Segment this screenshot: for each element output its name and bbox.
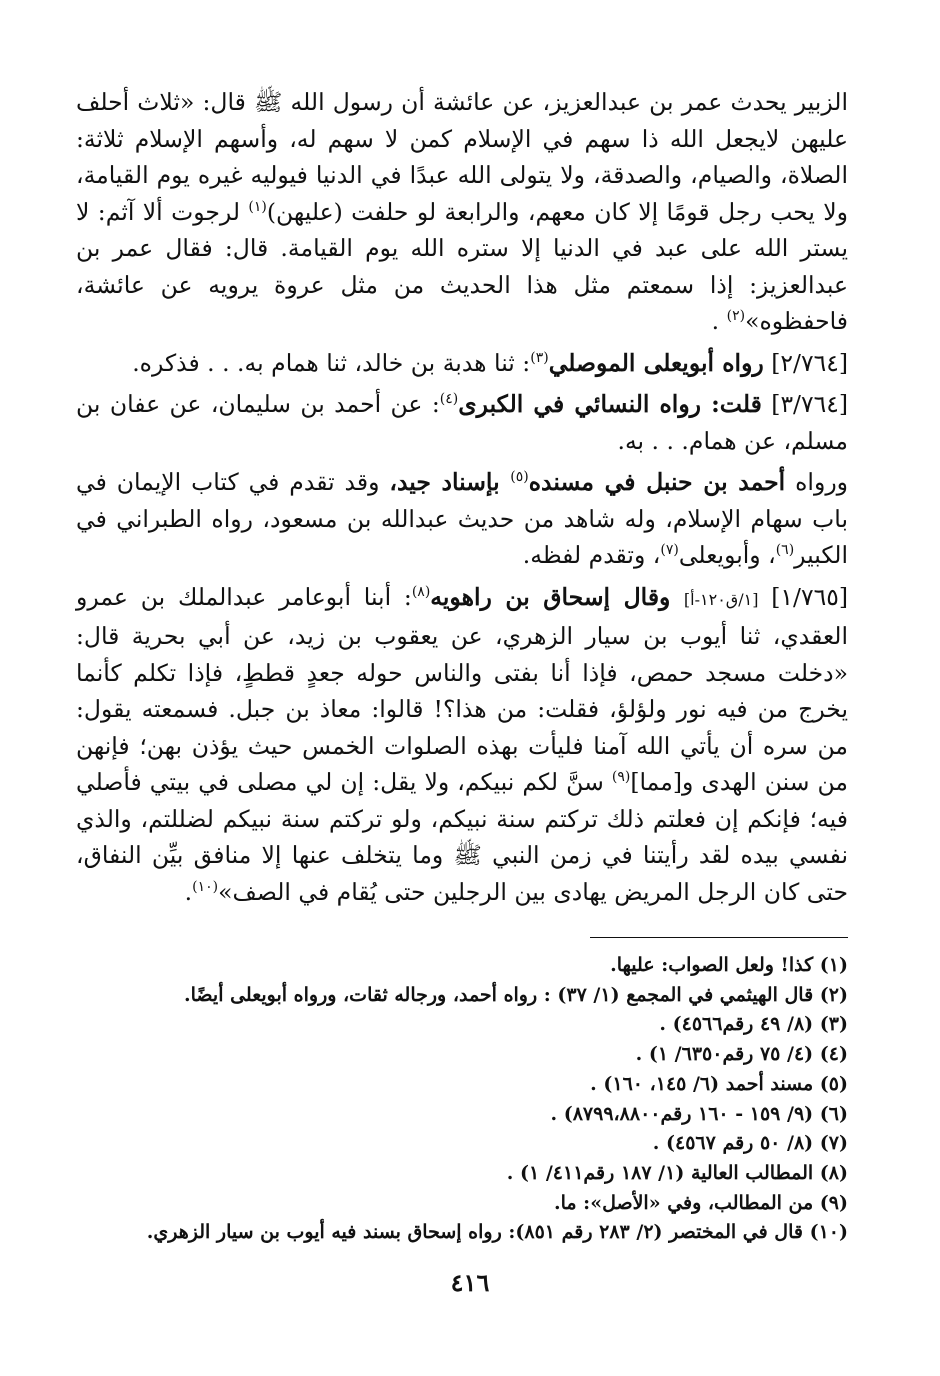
grading-text: بإسناد جيد، bbox=[389, 468, 511, 496]
text-span: وقد تقدم في كتاب الإيمان في باب سهام الإسلام، وله شاهد من حديث عبدالله بن مسعود، رواه الطبراني في الكبير bbox=[76, 468, 848, 569]
hadith-paragraph-1 bbox=[76, 84, 848, 340]
footnote-marker-2: (٢) bbox=[726, 308, 746, 324]
footnote-marker-9: (٩) bbox=[611, 769, 631, 785]
footnote: (٥) مسند أحمد (٦/ ١٤٥، ١٦٠) . bbox=[590, 1072, 848, 1095]
text-span: ورواه bbox=[785, 468, 849, 496]
text-span: . bbox=[184, 877, 193, 906]
footnote: (٧) (٨/ ٥٠ رقم ٤٥٦٧) . bbox=[652, 1132, 848, 1155]
narration-paragraph-2-764 bbox=[76, 345, 848, 382]
footnote-divider bbox=[590, 937, 848, 938]
footnote-marker-6: (٦) bbox=[775, 542, 795, 558]
text-span: ، وتقدم لفظه. bbox=[522, 541, 661, 569]
text-span: لرجوت ألا آثم: لا يستر الله على عبد في الدنيا إلا ستره الله يوم القيامة. قال: فقال عمر بن عبدالعزيز: إذا سمعتم مثل هذا الحديث من مثل عروة يرويه عن عائشة، فاحفظوه» bbox=[76, 197, 848, 335]
footnote: (١) كذا! ولعل الصواب: عليها. bbox=[610, 954, 848, 976]
footnote-marker-5: (٥) bbox=[510, 469, 529, 485]
footnote-marker-8: (٨) bbox=[411, 583, 431, 600]
footnote: (٣) (٨/ ٤٩ رقم٤٥٦٦) . bbox=[659, 1013, 848, 1036]
narration-paragraph-1-765 bbox=[76, 579, 848, 911]
narration-paragraph-3-764 bbox=[76, 386, 848, 459]
text-span: ، وأبويعلى bbox=[678, 541, 776, 569]
footnote: (٨) المطالب العالية (١/ ١٨٧ رقم٤١١/ ١) . bbox=[506, 1161, 848, 1184]
page-number: ٤١٦ bbox=[450, 1268, 490, 1297]
manuscript-reference: [١/ق١٢٠-أ] bbox=[683, 589, 759, 609]
footnote: (٤) (٤/ ٧٥ رقم٦٣٥٠/ ١) . bbox=[635, 1043, 848, 1066]
narration-number: [٢/٧٦٤] bbox=[763, 348, 848, 377]
text-span: سنَّ لكم نبيكم، ولا يقل: إن لي مصلى في بيتي فأصلي فيه؛ فإنكم إن فعلتم ذلك تركتم سنة نبيكم، ولو تركتم سنة نبيكم لضللتم، والذي نفسي بيده لقد رأيتنا في زمن النبي ﷺ وما يتخلف عنها إلا منافق بيِّن النفاق، حتى كان الرجل المريض يهادى بين الرجلين حتى يُقام في الصف» bbox=[76, 768, 848, 906]
footnote: (٩) من المطالب، وفي «الأصل»: ما. bbox=[553, 1191, 848, 1214]
footnotes-list bbox=[88, 951, 848, 1248]
footnote-marker-1: (١) bbox=[248, 198, 267, 215]
text-span: : عن أحمد بن سليمان، عن عفان بن مسلم، عن همام. . . به. bbox=[76, 390, 848, 455]
main-text bbox=[76, 84, 848, 915]
footnote: (٦) (٩/ ١٥٩ - ١٦٠ رقم٨٧٩٩،٨٨٠٠) . bbox=[550, 1102, 848, 1125]
footnote-marker-10: (١٠) bbox=[192, 878, 219, 895]
narration-number: [١/٧٦٥] bbox=[758, 582, 848, 611]
source-heading: أحمد بن حنبل في مسنده bbox=[528, 468, 786, 496]
text-span: : ثنا هدبة بن خالد، ثنا همام به. . . فذكره. bbox=[132, 348, 531, 377]
text-span: . bbox=[711, 307, 727, 335]
narrator-heading: قلت: رواه النسائي في الكبرى bbox=[458, 390, 762, 418]
commentary-paragraph bbox=[76, 464, 848, 574]
narrator-heading: وقال إسحاق بن راهويه bbox=[430, 582, 684, 611]
text-span: الزبير يحدث عمر بن عبدالعزيز، عن عائشة أن رسول الله ﷺ قال: «ثلاث أحلف عليهن لايجعل الله ذا سهم في الإسلام كمن لا سهم له، وأسهم الإسلام ثلاثة: الصلاة، والصيام، والصدقة، ولا يتولى الله عبدًا في الدنيا فيوليه غيره يوم القيامة، ولا يحب رجل قومًا إلا كان معهم، والرابعة لو حلفت (عليهن) bbox=[76, 88, 848, 226]
footnote-marker-7: (٧) bbox=[660, 542, 679, 558]
text-span: : أبنا أبوعامر عبدالملك بن عمرو العقدي، ثنا أيوب بن سيار الزهري، عن يعقوب بن زيد، عن أبي بحرية قال: «دخلت مسجد حمص، فإذا أنا بفتى والناس حوله جعدٍ قططٍ، فإذا تكلم كأنما يخرج من فيه نور ولؤلؤ، فقلت: من هذا؟! قالوا: معاذ بن جبل. فسمعته يقول: من سره أن يأتي الله آمنا فليأت بهذه الصلوات الخمس حيث يؤذن بهن؛ فإنهن من سنن الهدى و[مما] bbox=[76, 582, 849, 796]
narration-number: [٣/٧٦٤] bbox=[761, 390, 849, 418]
footnote-marker-3: (٣) bbox=[530, 349, 549, 366]
footnote: (٢) قال الهيثمي في المجمع (١/ ٣٧) : رواه أحمد، ورجاله ثقات، ورواه أبويعلى أيضًا. bbox=[184, 983, 848, 1006]
narrator-heading: رواه أبويعلى الموصلي bbox=[548, 348, 764, 377]
footnote-marker-4: (٤) bbox=[439, 391, 459, 407]
footnote: (١٠) قال في المختصر (٢/ ٢٨٣ رقم ٨٥١): رواه إسحاق بسند فيه أيوب بن سيار الزهري. bbox=[146, 1221, 848, 1244]
